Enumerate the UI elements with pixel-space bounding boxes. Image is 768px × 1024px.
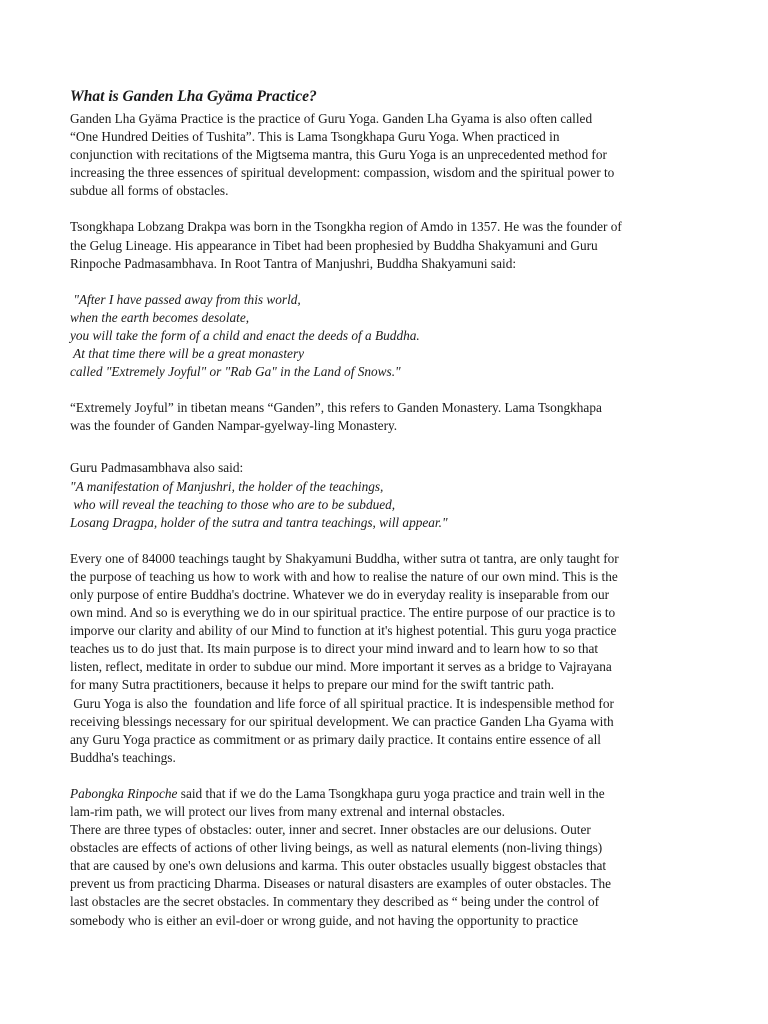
text-line: last obstacles are the secret obstacles. In commentary they described as “ being under the control of — [70, 894, 600, 910]
quote-padmasambhava — [70, 478, 710, 532]
text-line: listen, reflect, meditate in order to subdue our mind. More important it serves as a bridge to Vajrayana — [70, 659, 612, 675]
text-line: teaches us to do just that. Its main purpose is to direct your mind inward and to learn how to so that — [70, 641, 599, 657]
text-line: “One Hundred Deities of Tushita”. This is Lama Tsongkhapa Guru Yoga. When practiced in — [70, 129, 560, 145]
text-line: prevent us from practicing Dharma. Diseases or natural disasters are examples of outer obstacles. The — [70, 876, 612, 892]
paragraph-padmasambhava — [70, 459, 710, 477]
text-line: Ganden Lha Gyäma Practice is the practice of Guru Yoga. Ganden Lha Gyama is also often called — [70, 111, 593, 126]
text-line: the Gelug Lineage. His appearance in Tibet had been prophesied by Buddha Shakyamuni and Guru — [70, 237, 598, 253]
text-line: somebody who is either an evil-doer or wrong guide, and not having the opportunity to practice — [70, 912, 579, 928]
text-line: subdue all forms of obstacles. — [70, 183, 229, 199]
text-line: There are three types of obstacles: outer, inner and secret. Inner obstacles are our delusions. Outer — [70, 822, 591, 838]
text-line: “Extremely Joyful” in tibetan means “Ganden”, this refers to Ganden Monastery. Lama Tsongkhapa — [70, 400, 602, 416]
paragraph-intro — [70, 110, 710, 200]
author-name: Pabongka Rinpoche — [70, 785, 178, 801]
text-line: lam-rim path, we will protect our lives from many extrenal and internal obstacles. — [70, 804, 505, 819]
text-line: imporve our clarity and ability of our Mind to function at it's highest potential. This guru yoga practice — [70, 623, 617, 639]
quote-line: Losang Dragpa, holder of the sutra and tantra teachings, will appear." — [70, 514, 448, 530]
document-title: What is Ganden Lha Gyäma Practice? — [70, 88, 317, 105]
paragraph-teachings — [70, 550, 710, 767]
paragraph-tsongkhapa — [70, 218, 710, 272]
quote-line: when the earth becomes desolate, — [70, 309, 250, 325]
text-line: for many Sutra practitioners, because it helps to prepare our mind for the swift tantric path. — [70, 677, 555, 693]
text-line — [70, 785, 710, 803]
text-line: Guru Yoga is also the foundation and life force of all spiritual practice. It is indespensible method for — [70, 695, 614, 711]
quote-line: you will take the form of a child and enact the deeds of a Buddha. — [70, 327, 420, 343]
text-line: the purpose of teaching us how to work with and how to realise the nature of our own mind. This is the — [70, 568, 618, 584]
text-line: only purpose of entire Buddha's doctrine. Whatever we do in everyday reality is inseparable from our — [70, 586, 610, 602]
text-line: that are caused by one's own delusions and karma. This outer obstacles usually biggest obstacles that — [70, 858, 607, 874]
text-line: Tsongkhapa Lobzang Drakpa was born in the Tsongkha region of Amdo in 1357. He was the founder of — [70, 219, 622, 235]
paragraph-ganden — [70, 399, 710, 435]
quote-line: called "Extremely Joyful" or "Rab Ga" in the Land of Snows." — [70, 364, 401, 380]
quote-shakyamuni — [70, 291, 710, 381]
quote-line: who will reveal the teaching to those who are to be subdued, — [70, 496, 396, 512]
document-page — [70, 87, 710, 930]
text-line: any Guru Yoga practice as commitment or as primary daily practice. It contains entire essence of all — [70, 731, 601, 747]
text-line: obstacles are effects of actions of other living beings, as well as natural elements (non-living things) — [70, 840, 603, 856]
quote-line: "After I have passed away from this world, — [70, 291, 301, 307]
text-line: Every one of 84000 teachings taught by Shakyamuni Buddha, wither sutra ot tantra, are only taught for — [70, 550, 619, 566]
paragraph-obstacles — [70, 785, 710, 930]
text-line: was the founder of Ganden Nampar-gyelway-ling Monastery. — [70, 418, 398, 434]
text-span: said that if we do the Lama Tsongkhapa guru yoga practice and train well in the — [177, 785, 605, 801]
quote-line: "A manifestation of Manjushri, the holder of the teachings, — [70, 478, 384, 494]
text-line: Rinpoche Padmasambhava. In Root Tantra of Manjushri, Buddha Shakyamuni said: — [70, 255, 517, 271]
quote-line: At that time there will be a great monastery — [70, 346, 305, 362]
text-line: Buddha's teachings. — [70, 749, 176, 765]
text-line: increasing the three essences of spiritual development: compassion, wisdom and the spiritual power to — [70, 165, 615, 181]
text-line: own mind. And so is everything we do in our spiritual practice. The entire purpose of our practice is to — [70, 605, 616, 621]
text-line: receiving blessings necessary for our spiritual development. We can practice Ganden Lha Gyama with — [70, 713, 614, 729]
text-line: Guru Padmasambhava also said: — [70, 460, 244, 476]
text-line: conjunction with recitations of the Migtsema mantra, this Guru Yoga is an unprecedented method for — [70, 147, 607, 163]
